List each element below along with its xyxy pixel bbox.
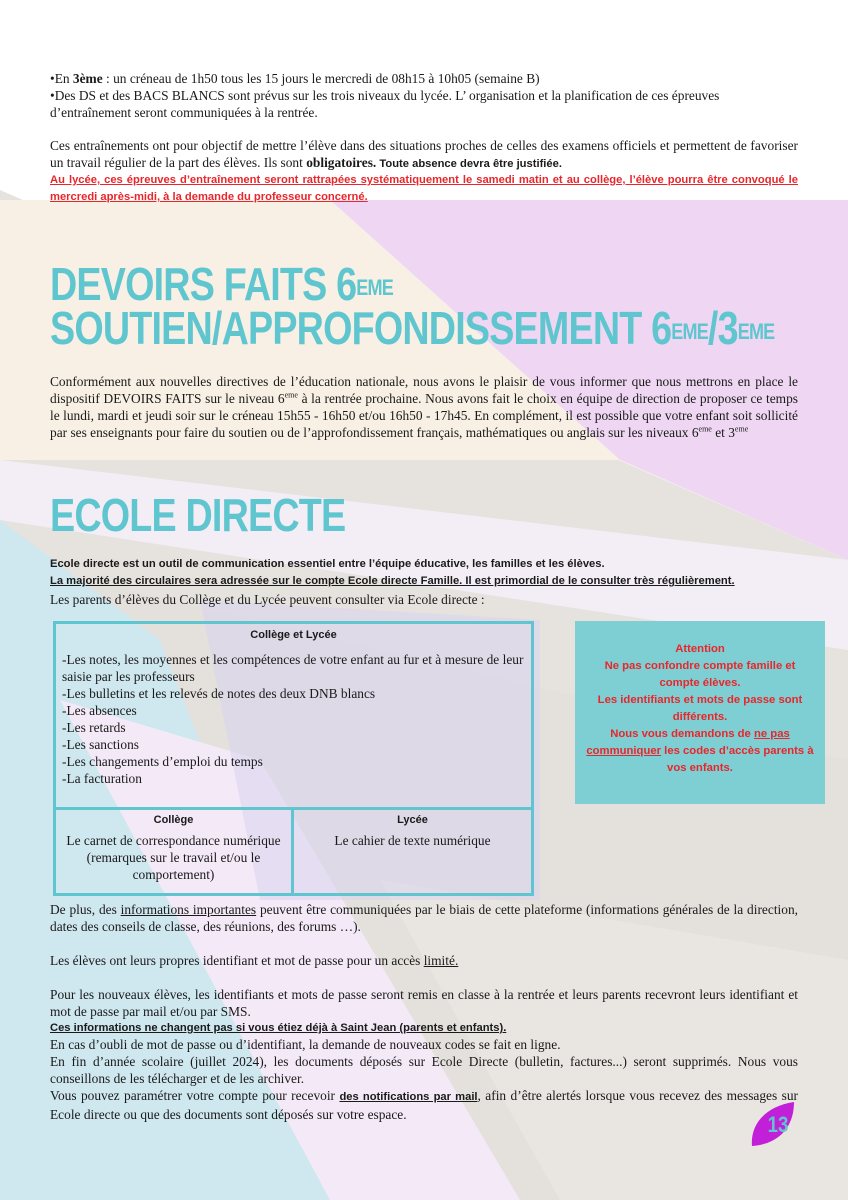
p1-u: informations importantes	[120, 902, 257, 917]
table-item: -Les retards	[62, 720, 126, 735]
ecole-line1: Ecole directe est un outil de communication essentiel entre l’équipe éducative, les familles et les élèves.	[50, 558, 605, 570]
devoirs-para-sup: eme	[284, 390, 298, 400]
devoirs-para-a: Conformément aux nouvelles directives de l’éducation nationale, nous avons le plaisir de vous informer que nous mettrons en place le dispositif DEVOIRS FAITS sur le niveau 6	[50, 374, 798, 406]
ecole-p4: Ces informations ne changent pas si vous étiez déjà à Saint Jean (parents et enfants).	[50, 1022, 507, 1034]
table-college-cell	[53, 807, 294, 896]
ecole-title: ECOLE DIRECTE	[50, 489, 346, 541]
devoirs-title-line1	[50, 258, 393, 310]
p1-b: peuvent être communiquées par le biais de cette plateforme (informations générales de la direction, dates des conseils de classe, des réunions, des forums …).	[50, 902, 798, 934]
attention-line2: Ne pas confondre compte famille et compte élèves.	[604, 660, 796, 689]
p1-a: De plus, des	[50, 902, 121, 917]
table-head-lycee: Lycée	[397, 814, 428, 826]
objectives-text: Ces entraînements ont pour objectif de mettre l’élève dans des situations proches de celles des examens officiels et permettent de favoriser un travail régulier de la part des élèves. Ils sont	[50, 138, 798, 170]
table-item: -Les notes, les moyennes et les compétences de votre enfant au fur et à mesure de leur saisie par les professeurs	[62, 652, 524, 684]
table-item: -Les bulletins et les relevés de notes des deux DNB blancs	[62, 686, 376, 701]
page-number: 13	[767, 1112, 789, 1137]
bullet-rest: : un créneau de 1h50 tous les 15 jours le mercredi de 08h15 à 10h05 (semaine B)	[102, 71, 540, 86]
soutien-title-sup2: EME	[737, 319, 775, 344]
intro-line-3eme	[50, 70, 800, 87]
attention-line3: Les identifiants et mots de passe sont différents.	[597, 694, 803, 723]
devoirs-para-sup2: eme	[698, 424, 712, 434]
table-head-college: Collège	[153, 814, 194, 826]
devoirs-title-line2	[50, 302, 775, 354]
ecole-p7	[50, 1087, 798, 1123]
table-item: -Les sanctions	[62, 737, 139, 752]
devoirs-title-text: DEVOIRS FAITS 6	[50, 258, 357, 310]
ecole-p1	[50, 901, 798, 935]
attention-l4u: ne pas communiquer	[586, 728, 790, 757]
devoirs-para-sup3: eme	[734, 424, 749, 434]
intro-line-ds: •Des DS et des BACS BLANCS sont prévus sur les trois niveaux du lycée. L’ organisation et la planification de ces épreuves d’entraînement seront communiquées à la rentrée.	[50, 88, 720, 120]
table-head-both: Collège et Lycée	[250, 629, 337, 641]
ecole-line2: La majorité des circulaires sera adressée sur le compte Ecole directe Famille. Il est primordial de le consulter très régulièrement.	[50, 575, 735, 587]
attention-box	[575, 621, 825, 804]
p7-u: des notifications par mail	[339, 1091, 478, 1103]
devoirs-para-c: et 3	[711, 425, 735, 440]
p2-u: limité.	[423, 953, 459, 968]
devoirs-title-sup: EME	[356, 275, 393, 300]
objectives-paragraph	[50, 137, 798, 173]
p7-a: Vous pouvez paramétrer votre compte pour recevoir	[50, 1088, 340, 1103]
p7-b: , afin d’être alertés lorsque vous recevez des messages sur Ecole directe ou que des documents sont déposés sur votre espace.	[50, 1088, 798, 1122]
ecole-p3: Pour les nouveaux élèves, les identifiants et mots de passe seront remis en classe à la rentrée et leurs parents recevront leurs identifiant et mot de passe par mail et/ou par SMS.	[50, 987, 798, 1019]
p2-a: Les élèves ont leurs propres identifiant et mot de passe pour un accès	[50, 953, 424, 968]
soutien-title-mid: /3	[707, 302, 738, 354]
intro-bullets	[50, 70, 800, 121]
table-item: -La facturation	[62, 771, 142, 786]
college-text: Le carnet de correspondance numérique (remarques sur le travail et/ou le comportement)	[66, 833, 281, 882]
table-college-lycee	[53, 621, 534, 810]
attention-l4a: Nous vous demandons de	[610, 728, 754, 740]
ecole-p6: En fin d’année scolaire (juillet 2024), les documents déposés sur Ecole Directe (bulletin, factures...) seront supprimés. Nous vous conseillons de les télécharger et de les archiver.	[50, 1054, 798, 1086]
attention-line4	[583, 726, 817, 777]
attention-l4b: les codes d’accès parents à vos enfants.	[661, 745, 814, 774]
ecole-p2	[50, 952, 798, 969]
soutien-title-sup: EME	[671, 319, 708, 344]
bullet-prefix: •En	[50, 71, 73, 86]
bullet-bold: 3ème	[72, 71, 103, 86]
table-item: -Les absences	[62, 703, 137, 718]
devoirs-para-b: à la rentrée prochaine. Nous avons fait le choix en équipe de direction de proposer ce temps le lundi, mardi et jeudi soir sur le créneau 15h55 - 16h50 et/ou 16h50 - 17h45. En complément, il est possible que votre enfant soit sollicité par ses enseignants pour faire du soutien ou de l’approfondissement français, mathématiques ou anglais sur les niveaux 6	[50, 391, 798, 440]
soutien-title-text: SOUTIEN/APPROFONDISSEMENT 6	[50, 302, 672, 354]
objectives-red-note: Au lycée, ces épreuves d’entraînement seront rattrapées systématiquement le samedi matin et au collège, l’élève pourra être convoqué le mercredi après-midi, à la demande du professeur concerné.	[50, 174, 798, 203]
table-item: -Les changements d’emploi du temps	[62, 754, 263, 769]
devoirs-paragraph	[50, 373, 798, 441]
attention-title: Attention	[675, 643, 725, 655]
lycee-text: Le cahier de texte numérique	[334, 833, 491, 848]
table-lycee-cell	[291, 807, 534, 896]
ecole-p5: En cas d’oubli de mot de passe ou d’identifiant, la demande de nouveaux codes se fait en ligne.	[50, 1037, 561, 1052]
page-number-badge	[748, 1100, 796, 1150]
table-items	[62, 651, 525, 787]
ecole-line3: Les parents d’élèves du Collège et du Lycée peuvent consulter via Ecole directe :	[50, 592, 485, 607]
objectives-bold: obligatoires.	[306, 155, 377, 170]
objectives-bold-note: Toute absence devra être justifiée.	[376, 158, 562, 170]
